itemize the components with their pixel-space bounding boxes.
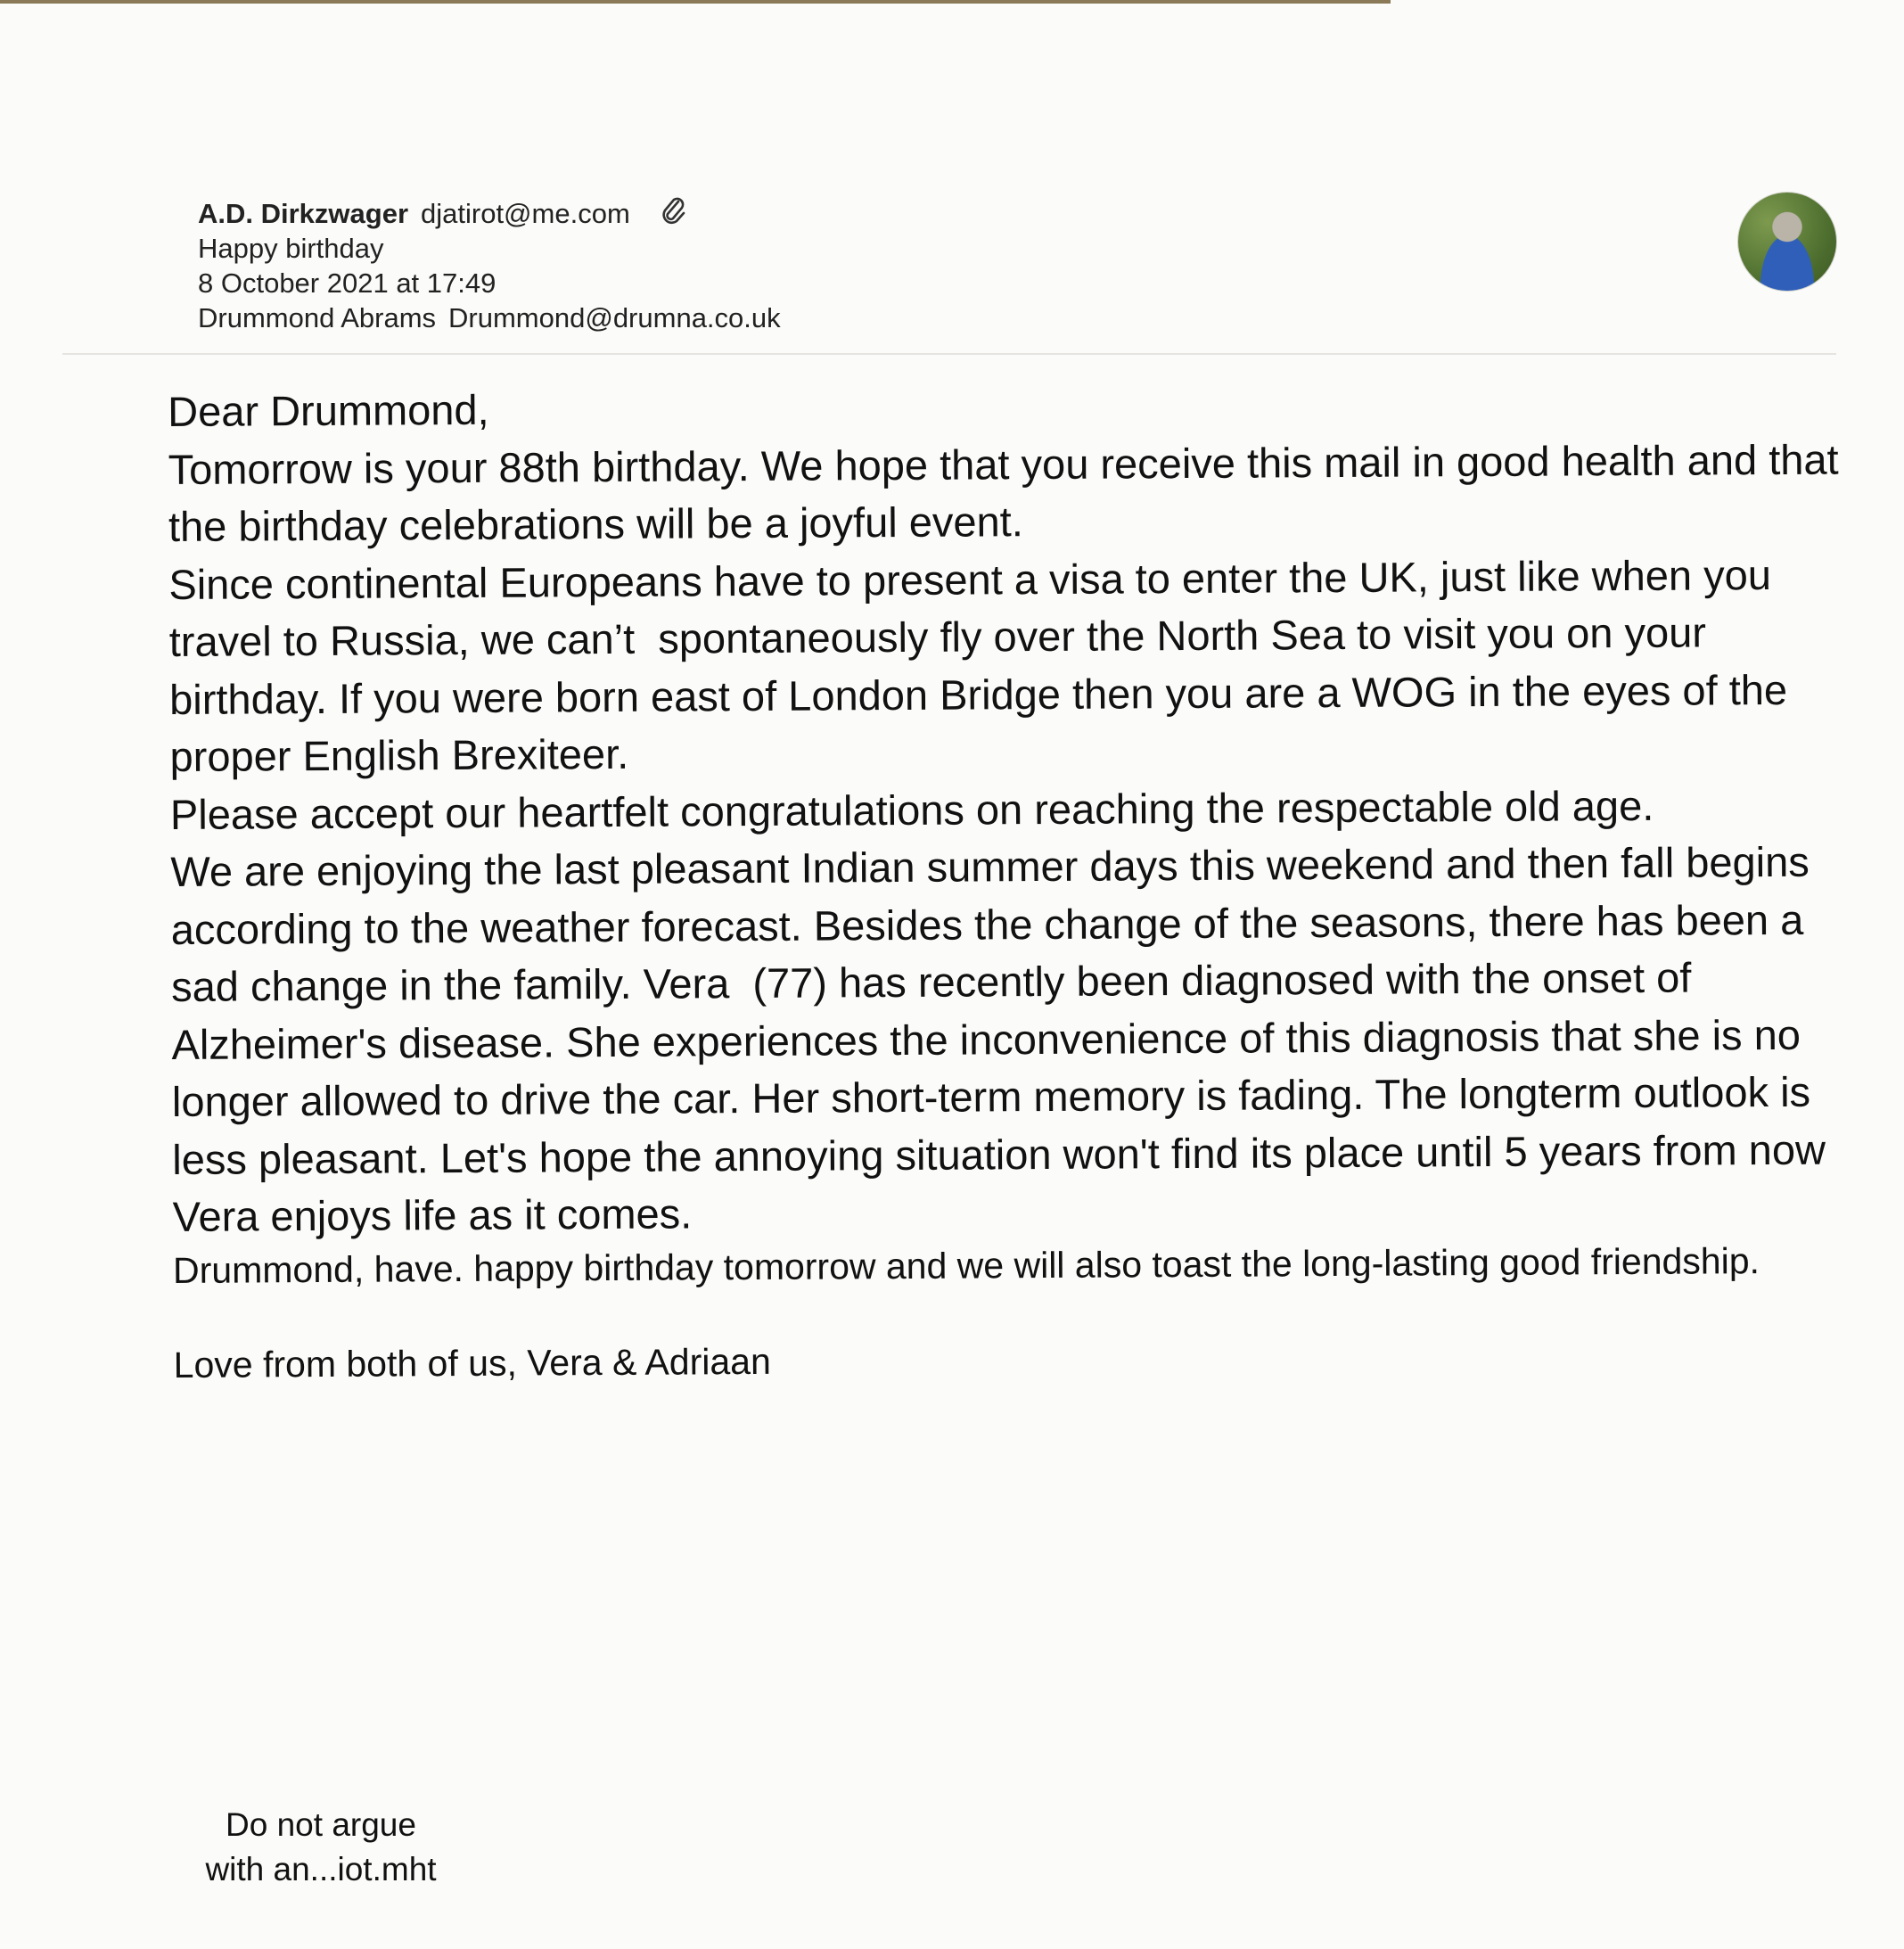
recipient-name[interactable]: Drummond Abrams: [198, 302, 437, 333]
salutation: Dear Drummond,: [168, 385, 489, 435]
subject-value: Happy birthday: [198, 233, 384, 264]
signoff: Love from both of us, Vera & Adriaan: [173, 1340, 771, 1386]
recipient-address[interactable]: Drummond@drumna.co.uk: [448, 302, 781, 333]
closing-note: Drummond, have. happy birthday tomorrow and we will also toast the long-lasting good friendship.: [172, 1239, 1760, 1291]
sender-avatar: [1738, 193, 1836, 291]
header-divider: [62, 353, 1836, 355]
body-paragraph: Please accept our heartfelt congratulations on reaching the respectable old age.: [169, 781, 1654, 838]
attachment-name-line2: with an...iot.mht: [205, 1851, 437, 1887]
body-paragraph: Vera enjoys life as it comes.: [172, 1189, 693, 1240]
sender-name[interactable]: A.D. Dirkzwager: [198, 198, 409, 230]
attachment-file[interactable]: [169, 1803, 472, 1892]
attachment-name-line1: Do not argue: [226, 1806, 416, 1843]
sender-address[interactable]: djatirot@me.com: [421, 198, 630, 230]
body-paragraph: Since continental Europeans have to present a visa to enter the UK, just like when you travel to Russia, we can’t spontaneously fly over the North Sea to visit you on your birthday. If you were born east of London Bridge then you are a WOG in the eyes of the proper English Brexiteer.: [168, 550, 1800, 780]
to-value: [198, 300, 781, 336]
from-value: [198, 196, 687, 235]
email-body: [168, 374, 1850, 1389]
paperclip-icon[interactable]: [661, 196, 687, 235]
body-paragraph: Tomorrow is your 88th birthday. We hope that you receive this mail in good health and that the birthday celebrations will be a joyful event.: [168, 434, 1851, 550]
body-paragraph: We are enjoying the last pleasant Indian summer days this weekend and then fall begins according to the weather forecast. Besides the change of the seasons, there has been a sad change in the family. Vera (77) has recently been diagnosed with the onset of Alzheimer's disease. She experiences the inconvenience of this diagnosis that she is no longer allowed to drive the car. Her short-term memory is fading. The longterm outlook is less pleasant. Let's hope the annoying situation won't find its place until 5 years from now: [170, 837, 1826, 1183]
date-value: 8 October 2021 at 17:49: [198, 267, 497, 299]
paper-top-edge: [0, 0, 1391, 4]
